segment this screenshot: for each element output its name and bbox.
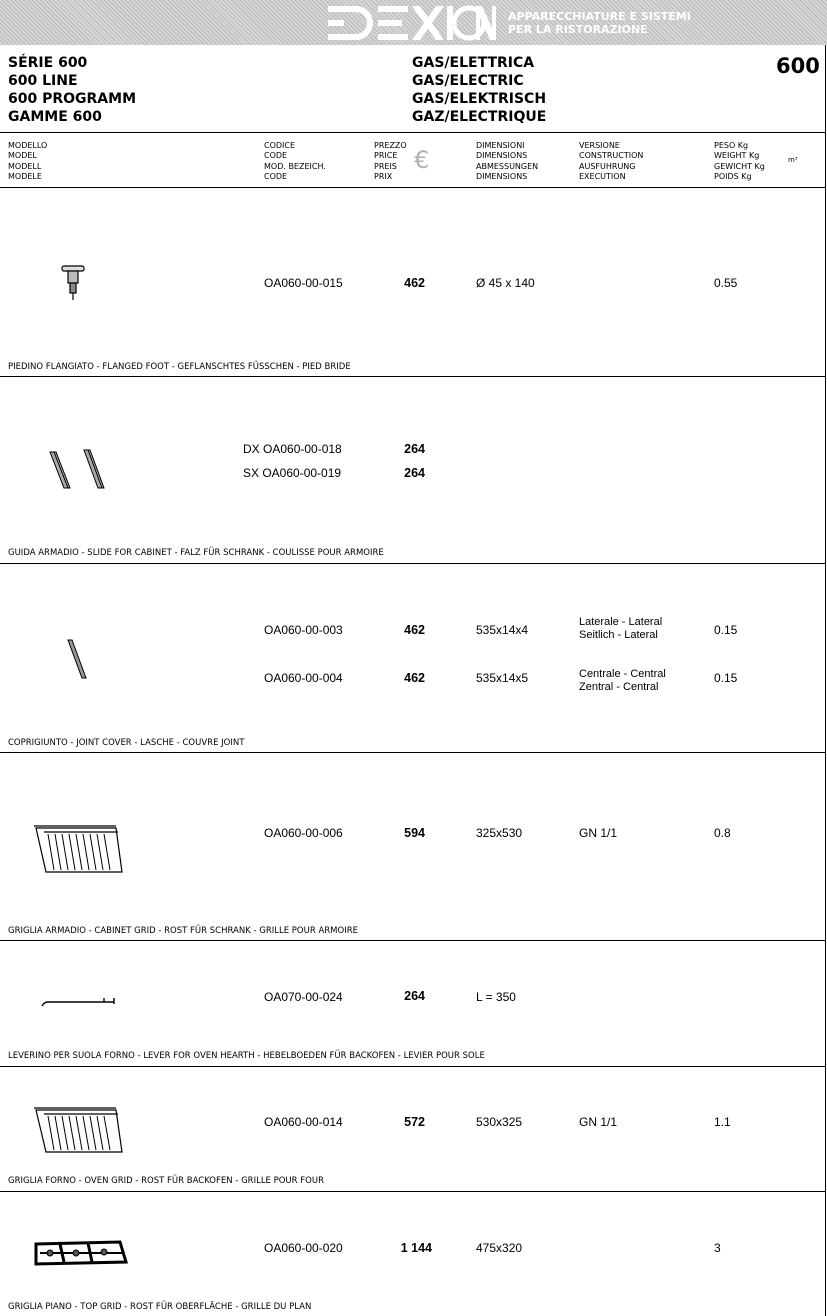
product-price: 264 [404,989,425,1003]
product-code: OA060-00-014 [264,1115,343,1129]
product-code: OA060-00-020 [264,1241,343,1255]
col-header-line: MODELE [8,172,42,182]
product-dimensions: 325x530 [476,826,523,840]
product-dimensions: Ø 45 x 140 [476,276,535,290]
col-header-dimensions [476,141,538,183]
item-caption: PIEDINO FLANGIATO - FLANGED FOOT - GEFLANSCHTES FÜSSCHEN - PIED BRIDE [8,362,351,372]
col-header-price [374,141,407,183]
type-title [412,54,546,126]
product-price: 572 [404,1115,425,1129]
series-title [8,54,136,126]
col-header-line: AUSFUHRUNG [579,161,636,171]
divider [0,940,826,941]
col-header-line: CONSTRUCTION [579,151,644,161]
brand-banner [0,0,827,45]
product-code: OA060-00-003 [264,623,343,637]
col-header-line: PREIS [374,161,397,171]
top-grid-image [30,1236,130,1270]
col-header-line: MODEL [8,151,37,161]
col-header-line: CODE [264,172,288,182]
product-version [579,616,662,642]
col-header-line: DIMENSIONI [476,141,525,150]
page-right-border [825,45,826,1316]
col-header-model [8,141,47,183]
item-caption: GUIDA ARMADIO - SLIDE FOR CABINET - FALZ FÜR SCHRANK - COULISSE POUR ARMOIRE [8,548,384,558]
col-header-line: MODELLO [8,141,48,150]
product-version [579,668,666,694]
col-header-line: PRICE [374,151,398,161]
divider [0,187,826,188]
product-price: 462 [404,276,425,290]
flanged-foot-image [56,262,96,304]
product-price: 594 [404,826,425,840]
divider [0,1191,826,1192]
dexion-logo [326,2,496,44]
product-dimensions: 535x14x5 [476,671,529,685]
item-caption: COPRIGIUNTO - JOINT COVER - LASCHE - COUVRE JOINT [8,738,245,748]
product-code: DX OA060-00-018 [243,442,342,456]
tagline-line: PER LA RISTORAZIONE [508,23,648,36]
version-line: Zentral - Central [579,681,659,693]
cabinet-grid-image [32,822,124,876]
divider [0,132,826,133]
col-header-version [579,141,643,183]
brand-tagline [508,10,691,36]
joint-cover-image [64,638,92,682]
oven-grid-image [32,1104,124,1156]
product-dimensions: 475x320 [476,1241,523,1255]
tagline-line: APPARECCHIATURE E SISTEMI [508,10,691,23]
col-header-line: MODELL [8,161,42,171]
divider [0,376,826,377]
product-dimensions: 530x325 [476,1115,523,1129]
col-header-line: MOD. BEZEICH. [264,161,326,171]
product-price: 264 [404,442,425,456]
col-header-line: GEWICHT Kg [714,161,765,171]
col-header-line: ABMESSUNGEN [476,161,539,171]
col-header-line: POIDS Kg [714,172,752,182]
volume-unit-label: m³ [788,156,798,164]
type-line: GAZ/ELECTRIQUE [412,109,547,125]
product-price: 462 [404,671,425,685]
cabinet-slide-image [46,448,110,494]
col-header-code [264,141,326,183]
col-header-line: EXECUTION [579,172,626,182]
version-line: Laterale - Lateral [579,616,663,628]
product-code: OA060-00-004 [264,671,343,685]
product-code: OA060-00-006 [264,826,343,840]
product-version: GN 1/1 [579,1115,618,1129]
item-caption: GRIGLIA PIANO - TOP GRID - ROST FÜR OBERFLÄCHE - GRILLE DU PLAN [8,1302,312,1312]
item-caption: GRIGLIA FORNO - OVEN GRID - ROST FÜR BACKOFEN - GRILLE POUR FOUR [8,1176,324,1186]
product-weight: 0.8 [714,826,731,840]
product-weight: 0.15 [714,671,738,685]
page-number: 600 [776,54,820,78]
product-price: 1 144 [400,1241,432,1255]
product-weight: 0.15 [714,623,738,637]
product-code: SX OA060-00-019 [243,466,342,480]
product-price: 264 [404,466,425,480]
col-header-line: WEIGHT Kg [714,151,760,161]
type-line: GAS/ELECTRIC [412,73,524,89]
product-weight: 1.1 [714,1115,731,1129]
col-header-line: DIMENSIONS [476,172,528,182]
type-line: GAS/ELETTRICA [412,55,535,71]
product-code: OA060-00-015 [264,276,343,290]
col-header-line: PESO Kg [714,141,749,150]
product-price: 462 [404,623,425,637]
col-header-line: DIMENSIONS [476,151,528,161]
divider [0,752,826,753]
col-header-line: VERSIONE [579,141,620,150]
series-line: 600 LINE [8,73,78,89]
product-version: GN 1/1 [579,826,618,840]
col-header-line: CODICE [264,141,296,150]
version-line: Centrale - Central [579,668,666,680]
product-dimensions: L = 350 [476,990,516,1004]
col-header-weight [714,141,765,183]
oven-lever-image [38,994,120,1012]
series-line: SÉRIE 600 [8,55,88,71]
series-line: 600 PROGRAMM [8,91,137,107]
col-header-line: PREZZO [374,141,407,150]
series-line: GAMME 600 [8,109,102,125]
col-header-line: PRIX [374,172,393,182]
product-weight: 0.55 [714,276,738,290]
euro-icon: € [414,146,430,174]
item-caption: GRIGLIA ARMADIO - CABINET GRID - ROST FÜR SCHRANK - GRILLE POUR ARMOIRE [8,926,358,936]
product-weight: 3 [714,1241,721,1255]
divider [0,1066,826,1067]
product-dimensions: 535x14x4 [476,623,529,637]
item-caption: LEVERINO PER SUOLA FORNO - LEVER FOR OVEN HEARTH - HEBELBOEDEN FÜR BACKOFEN - LEVIER POUR SOLE [8,1051,485,1061]
col-header-line: CODE [264,151,288,161]
divider [0,563,826,564]
type-line: GAS/ELEKTRISCH [412,91,547,107]
product-code: OA070-00-024 [264,990,343,1004]
version-line: Seitlich - Lateral [579,629,658,641]
